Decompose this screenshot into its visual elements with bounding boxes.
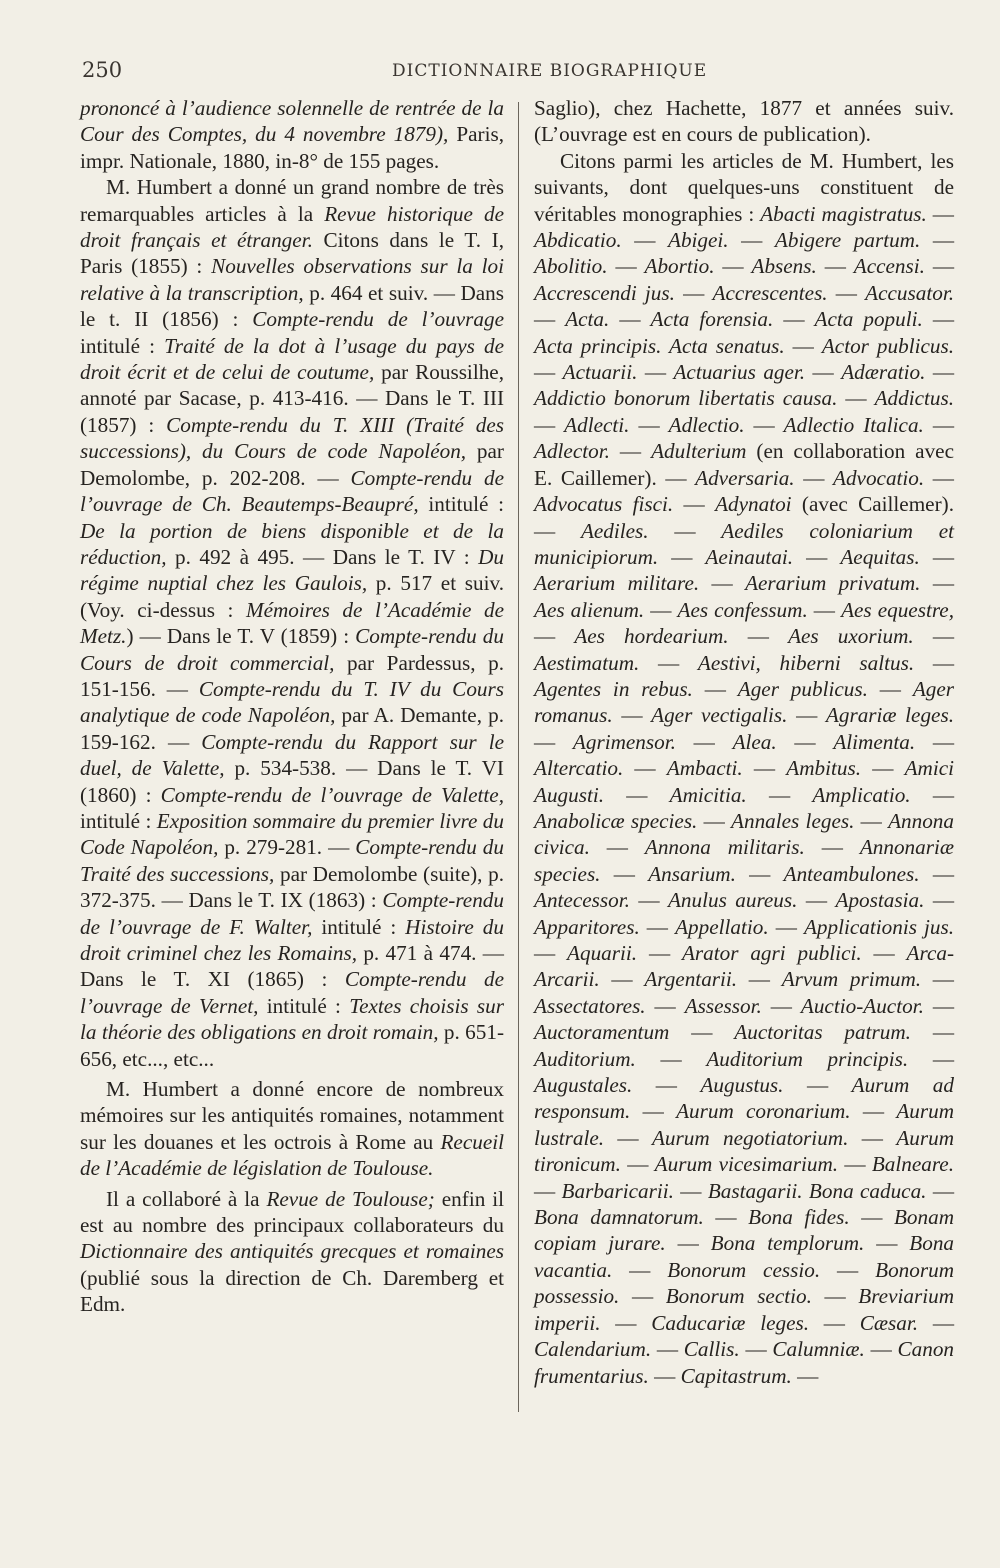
paragraph: Citons parmi les articles de M. Humbert, les suivants, dont quelques-uns constituent de véritables monographies : Abacti magistratus. — Abdicatio. — Abigei. — Abigere partum. — Abolitio. — Abortio. — Absens. — Accensi. — Accrescendi jus. — Accrescentes. — Accusator. — Acta. — Acta forensia. — Acta populi. — Acta principis. Acta senatus. — Actor publicus. — Actuarii. — Actuarius ager. — Adæratio. — Addictio bonorum libertatis causa. — Addictus. — Adlecti. — Adlectio. — Adlectio Italica. — Adlector. — Adulterium (en collaboration avec E. Caillemer). — Adversaria. — Advocatio. — Advocatus fisci. — Adynatoi (avec Caillemer). — Aediles. — Aediles coloniarium et municipiorum. — Aeinautai. — Aequitas. — Aerarium militare. — Aerarium privatum. — Aes alienum. — Aes confessum. — Aes equestre, — Aes hordearium. — Aes uxorium. — Aestimatum. — Aestivi, hiberni saltus. — Agentes in rebus. — Ager publicus. — Ager romanus. — Ager vectigalis. — Agrariæ leges. — Agrimensor. — Alea. — Alimenta. — Altercatio. — Ambacti. — Ambitus. — Amici Augusti. — Amicitia. — Amplicatio. — Anabolicæ species. — Annales leges. — Annona civica. — Annona militaris. — Annonariæ species. — Ansarium. — Anteambulones. — Antecessor. — Anulus aureus. — Apostasia. — Apparitores. — Appellatio. — Applicationis jus. — Aquarii. — Arator agri publici. — Arca-Arcarii. — Argentarii. — Arvum primum. — Assectatores. — Assessor. — Auctio-Auctor. — Auctoramentum — Auctoritas patrum. — Auditorium. — Auditorium principis. — Augustales. — Augustus. — Aurum ad responsum. — Aurum coronarium. — Aurum lustrale. — Aurum negotiatorium. — Aurum tironicum. — Aurum vicesimarium. — Balneare. — Barbaricarii. — Bastagarii. Bona caduca. — Bona damnatorum. — Bona fides. — Bonam copiam jurare. — Bona templorum. — Bona vacantia. — Bonorum cessio. — Bonorum possessio. — Bonorum sectio. — Breviarium imperii. — Caducariæ leges. — Cæsar. — Calendarium. — Callis. — Calumniæ. — Canon frumentarius. — Capitastrum. — <box>534 148 955 1388</box>
paragraph: Saglio), chez Hachette, 1877 et années suiv. (L’ouvrage est en cours de publication). <box>534 96 954 147</box>
page-number: 250 <box>82 58 123 82</box>
paragraph: Il a collaboré à la Revue de Toulouse; enfin il est au nombre des principaux collaborateurs du Dictionnaire des antiquités grecques et romaines (publié sous la direction de Ch. Daremberg et Edm. <box>80 1186 504 1317</box>
right-column <box>534 95 954 1389</box>
running-title: DICTIONNAIRE BIOGRAPHIQUE <box>392 61 708 81</box>
paragraph: M. Humbert a donné un grand nombre de très remarquables articles à la Revue historique de droit français et étranger. Citons dans le T. I, Paris (1855) : Nouvelles observations sur la loi relative à la transcription, p. 464 et suiv. — Dans le t. II (1856) : Compte-rendu de l’ouvrage intitulé : Traité de la dot à l’usage du pays de droit écrit et de celui de coutume, par Roussilhe, annoté par Sacase, p. 413-416. — Dans le T. III (1857) : Compte-rendu du T. XIII (Traité des successions), du Cours de code Napoléon, par Demolombe, p. 202-208. — Compte-rendu de l’ouvrage de Ch. Beautemps-Beaupré, intitulé : De la portion de biens disponible et de la réduction, p. 492 à 495. — Dans le T. IV : Du régime nuptial chez les Gaulois, p. 517 et suiv. (Voy. ci-dessus : Mémoires de l’Académie de Metz.) — Dans le T. V (1859) : Compte-rendu du Cours de droit commercial, par Pardessus, p. 151-156. — Compte-rendu du T. IV du Cours analytique de code Napoléon, par A. Demante, p. 159-162. — Compte-rendu du Rapport sur le duel, de Valette, p. 534-538. — Dans le T. VI (1860) : Compte-rendu de l’ouvrage de Valette, intitulé : Exposition sommaire du premier livre du Code Napoléon, p. 279-281. — Compte-rendu du Traité des successions, par Demolombe (suite), p. 372-375. — Dans le T. IX (1863) : Compte-rendu de l’ouvrage de F. Walter, intitulé : Histoire du droit criminel chez les Romains, p. 471 à 474. — Dans le T. XI (1865) : Compte-rendu de l’ouvrage de Vernet, intitulé : Textes choisis sur la théorie des obligations en droit romain, p. 651-656, etc..., etc... <box>80 175 505 1071</box>
page-header <box>82 58 952 88</box>
left-column <box>80 95 504 1318</box>
column-divider <box>518 102 519 1412</box>
paragraph: prononcé à l’audience solennelle de rentrée de la Cour des Comptes, du 4 novembre 1879), Paris, impr. Nationale, 1880, in-8° de 155 pages. <box>80 96 505 173</box>
paragraph: M. Humbert a donné encore de nombreux mémoires sur les antiquités romaines, notamment sur les douanes et les octrois à Rome au Recueil de l’Académie de législation de Toulouse. <box>80 1077 504 1181</box>
